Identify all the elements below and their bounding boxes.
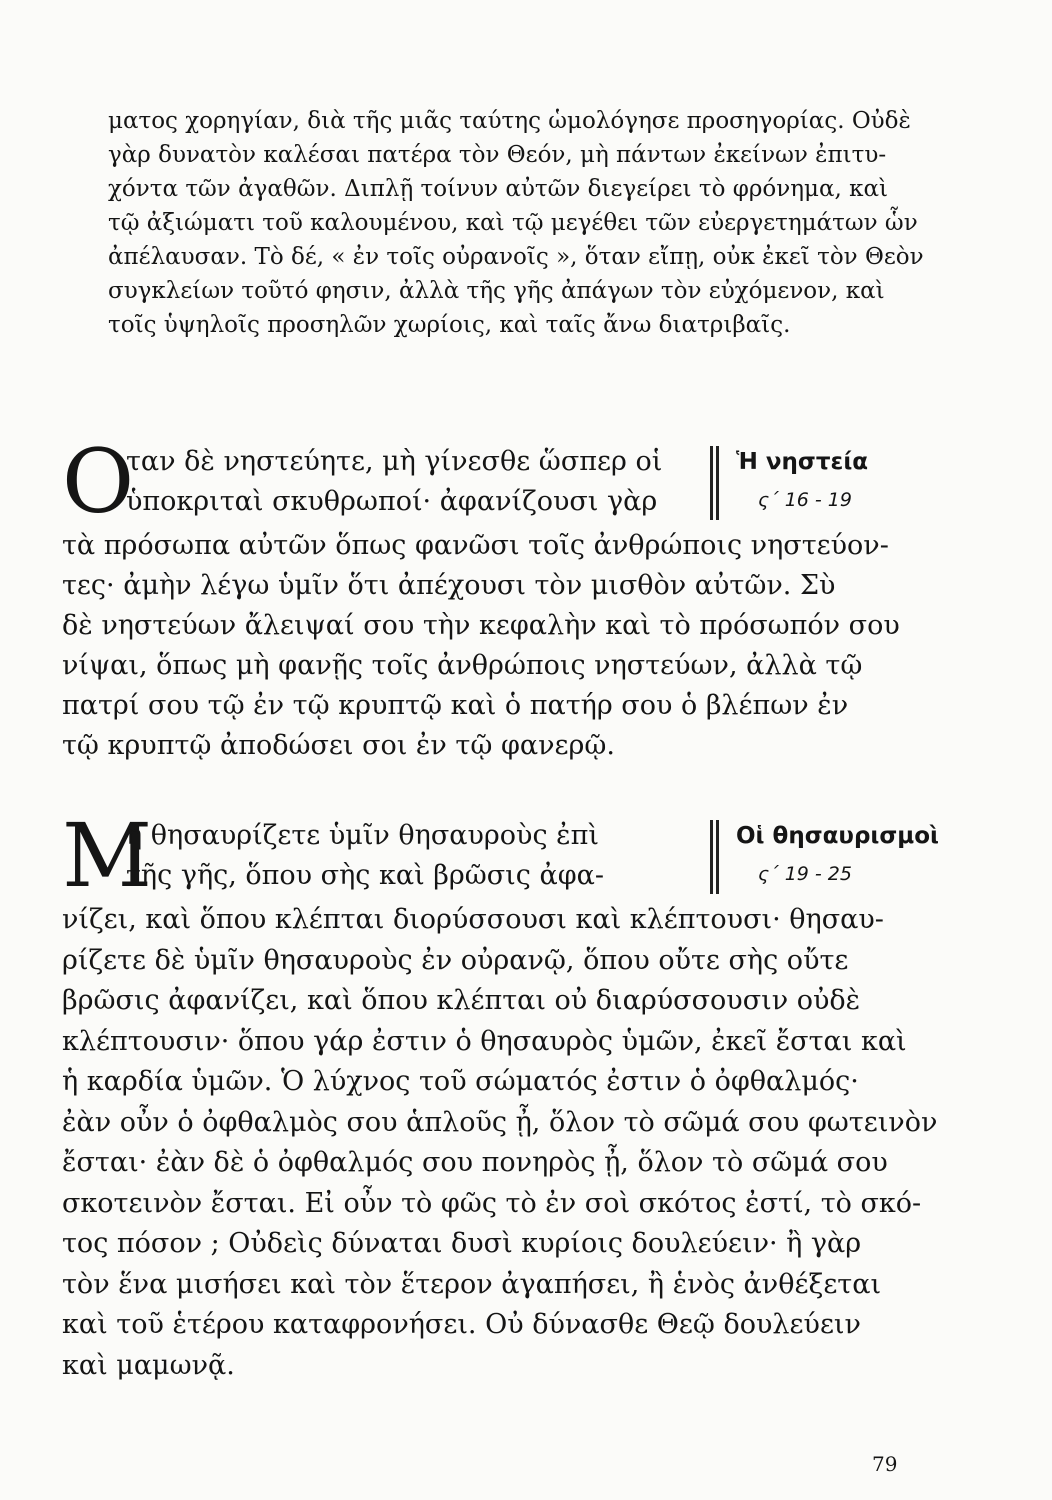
margin-note-title: Ἡ νηστεία: [736, 449, 869, 475]
scripture-section-treasures: [62, 804, 939, 1386]
margin-note: [736, 816, 946, 892]
drop-cap: Μ: [62, 804, 153, 907]
commentary-line: ματος χορηγίαν, διὰ τῆς μιᾶς ταύτης ὡμολόγησε προσηγορίας. Οὐδὲ: [108, 108, 911, 134]
body-line: τὸν ἕνα μισήσει καὶ τὸν ἕτερον ἀγαπήσει, ἢ ἑνὸς ἀνθέξεται: [62, 1268, 882, 1300]
commentary-line: ἀπέλαυσαν. Τὸ δέ, « ἐν τοῖς οὐρανοῖς », ὅταν εἴπῃ, οὐκ ἐκεῖ τὸν Θεὸν: [108, 244, 924, 270]
margin-divider: [710, 446, 718, 520]
commentary-line: χόντα τῶν ἀγαθῶν. Διπλῇ τοίνυν αὐτῶν διεγείρει τὸ φρόνημα, καὶ: [108, 176, 889, 202]
page-number: 79: [872, 1452, 898, 1476]
margin-note: [736, 442, 946, 518]
heading-line: ὑποκριταὶ σκυθρωποί· ἀφανίζουσι γὰρ: [126, 486, 658, 517]
margin-divider: [710, 820, 718, 894]
body-line: τὰ πρόσωπα αὐτῶν ὅπως φανῶσι τοῖς ἀνθρώποις νηστεύον-: [62, 530, 889, 561]
body-line: σκοτεινὸν ἔσται. Εἰ οὖν τὸ φῶς τὸ ἐν σοὶ σκότος ἐστί, τὸ σκό-: [62, 1187, 922, 1219]
drop-cap: Ο: [62, 430, 135, 533]
body-line: κλέπτουσιν· ὅπου γάρ ἐστιν ὁ θησαυρὸς ὑμῶν, ἐκεῖ ἔσται καὶ: [62, 1025, 907, 1057]
body-line: ἔσται· ἐὰν δὲ ὁ ὀφθαλμός σου πονηρὸς ᾖ, ὅλον τὸ σῶμά σου: [62, 1147, 888, 1178]
scripture-section-fasting: [62, 430, 938, 766]
heading-line: ὴ θησαυρίζετε ὑμῖν θησαυροὺς ἐπὶ: [126, 820, 599, 851]
body-line: δὲ νηστεύων ἄλειψαί σου τὴν κεφαλὴν καὶ τὸ πρόσωπόν σου: [62, 610, 900, 641]
section-body: [62, 526, 938, 766]
section-body: [62, 900, 938, 1386]
section-heading: [62, 804, 939, 907]
commentary-line: τῷ ἀξιώματι τοῦ καλουμένου, καὶ τῷ μεγέθει τῶν εὐεργετημάτων ὧν: [108, 210, 918, 236]
heading-line: τῆς γῆς, ὅπου σὴς καὶ βρῶσις ἀφα-: [126, 860, 604, 891]
commentary-line: συγκλείων τοῦτό φησιν, ἀλλὰ τῆς γῆς ἀπάγων τὸν εὐχόμενον, καὶ: [108, 278, 885, 304]
body-line: τος πόσον ; Οὐδεὶς δύναται δυσὶ κυρίοις δουλεύειν· ἢ γὰρ: [62, 1228, 862, 1259]
body-line: νίζει, καὶ ὅπου κλέπται διορύσσουσι καὶ κλέπτουσι· θησαυ-: [62, 904, 884, 935]
body-line: ρίζετε δὲ ὑμῖν θησαυροὺς ἐν οὐρανῷ, ὅπου οὔτε σὴς οὔτε: [62, 944, 849, 976]
body-line: ἐὰν οὖν ὁ ὀφθαλμὸς σου ἁπλοῦς ᾖ, ὅλον τὸ σῶμά σου φωτεινὸν: [62, 1106, 938, 1138]
section-heading: [62, 430, 938, 533]
heading-line: ταν δὲ νηστεύητε, μὴ γίνεσθε ὥσπερ οἱ: [126, 446, 663, 477]
commentary-paragraph: [108, 104, 938, 342]
body-line: καὶ μαμωνᾷ.: [62, 1349, 235, 1381]
body-line: νίψαι, ὅπως μὴ φανῇς τοῖς ἀνθρώποις νηστεύων, ἀλλὰ τῷ: [62, 650, 863, 681]
body-line: καὶ τοῦ ἑτέρου καταφρονήσει. Οὐ δύνασθε Θεῷ δουλεύειν: [62, 1309, 861, 1340]
body-line: πατρί σου τῷ ἐν τῷ κρυπτῷ καὶ ὁ πατήρ σου ὁ βλέπων ἐν: [62, 690, 849, 721]
body-line: τες· ἀμὴν λέγω ὑμῖν ὅτι ἀπέχουσι τὸν μισθὸν αὐτῶν. Σὺ: [62, 570, 836, 601]
margin-note-title: Οἱ θησαυρισμοὶ: [736, 823, 939, 849]
margin-note-reference: ς΄ 19 - 25: [758, 863, 852, 885]
commentary-line: τοῖς ὑψηλοῖς προσηλῶν χωρίοις, καὶ ταῖς ἄνω διατριβαῖς.: [108, 312, 791, 338]
margin-note-reference: ς΄ 16 - 19: [758, 489, 852, 511]
body-line: βρῶσις ἀφανίζει, καὶ ὅπου κλέπται οὐ διαρύσσουσιν οὐδὲ: [62, 985, 861, 1016]
body-line: ἡ καρδία ὑμῶν. Ὁ λύχνος τοῦ σώματός ἐστιν ὁ ὀφθαλμός·: [62, 1066, 859, 1097]
commentary-line: γὰρ δυνατὸν καλέσαι πατέρα τὸν Θεόν, μὴ πάντων ἐκείνων ἐπιτυ-: [108, 142, 887, 168]
body-line: τῷ κρυπτῷ ἀποδώσει σοι ἐν τῷ φανερῷ.: [62, 730, 615, 761]
